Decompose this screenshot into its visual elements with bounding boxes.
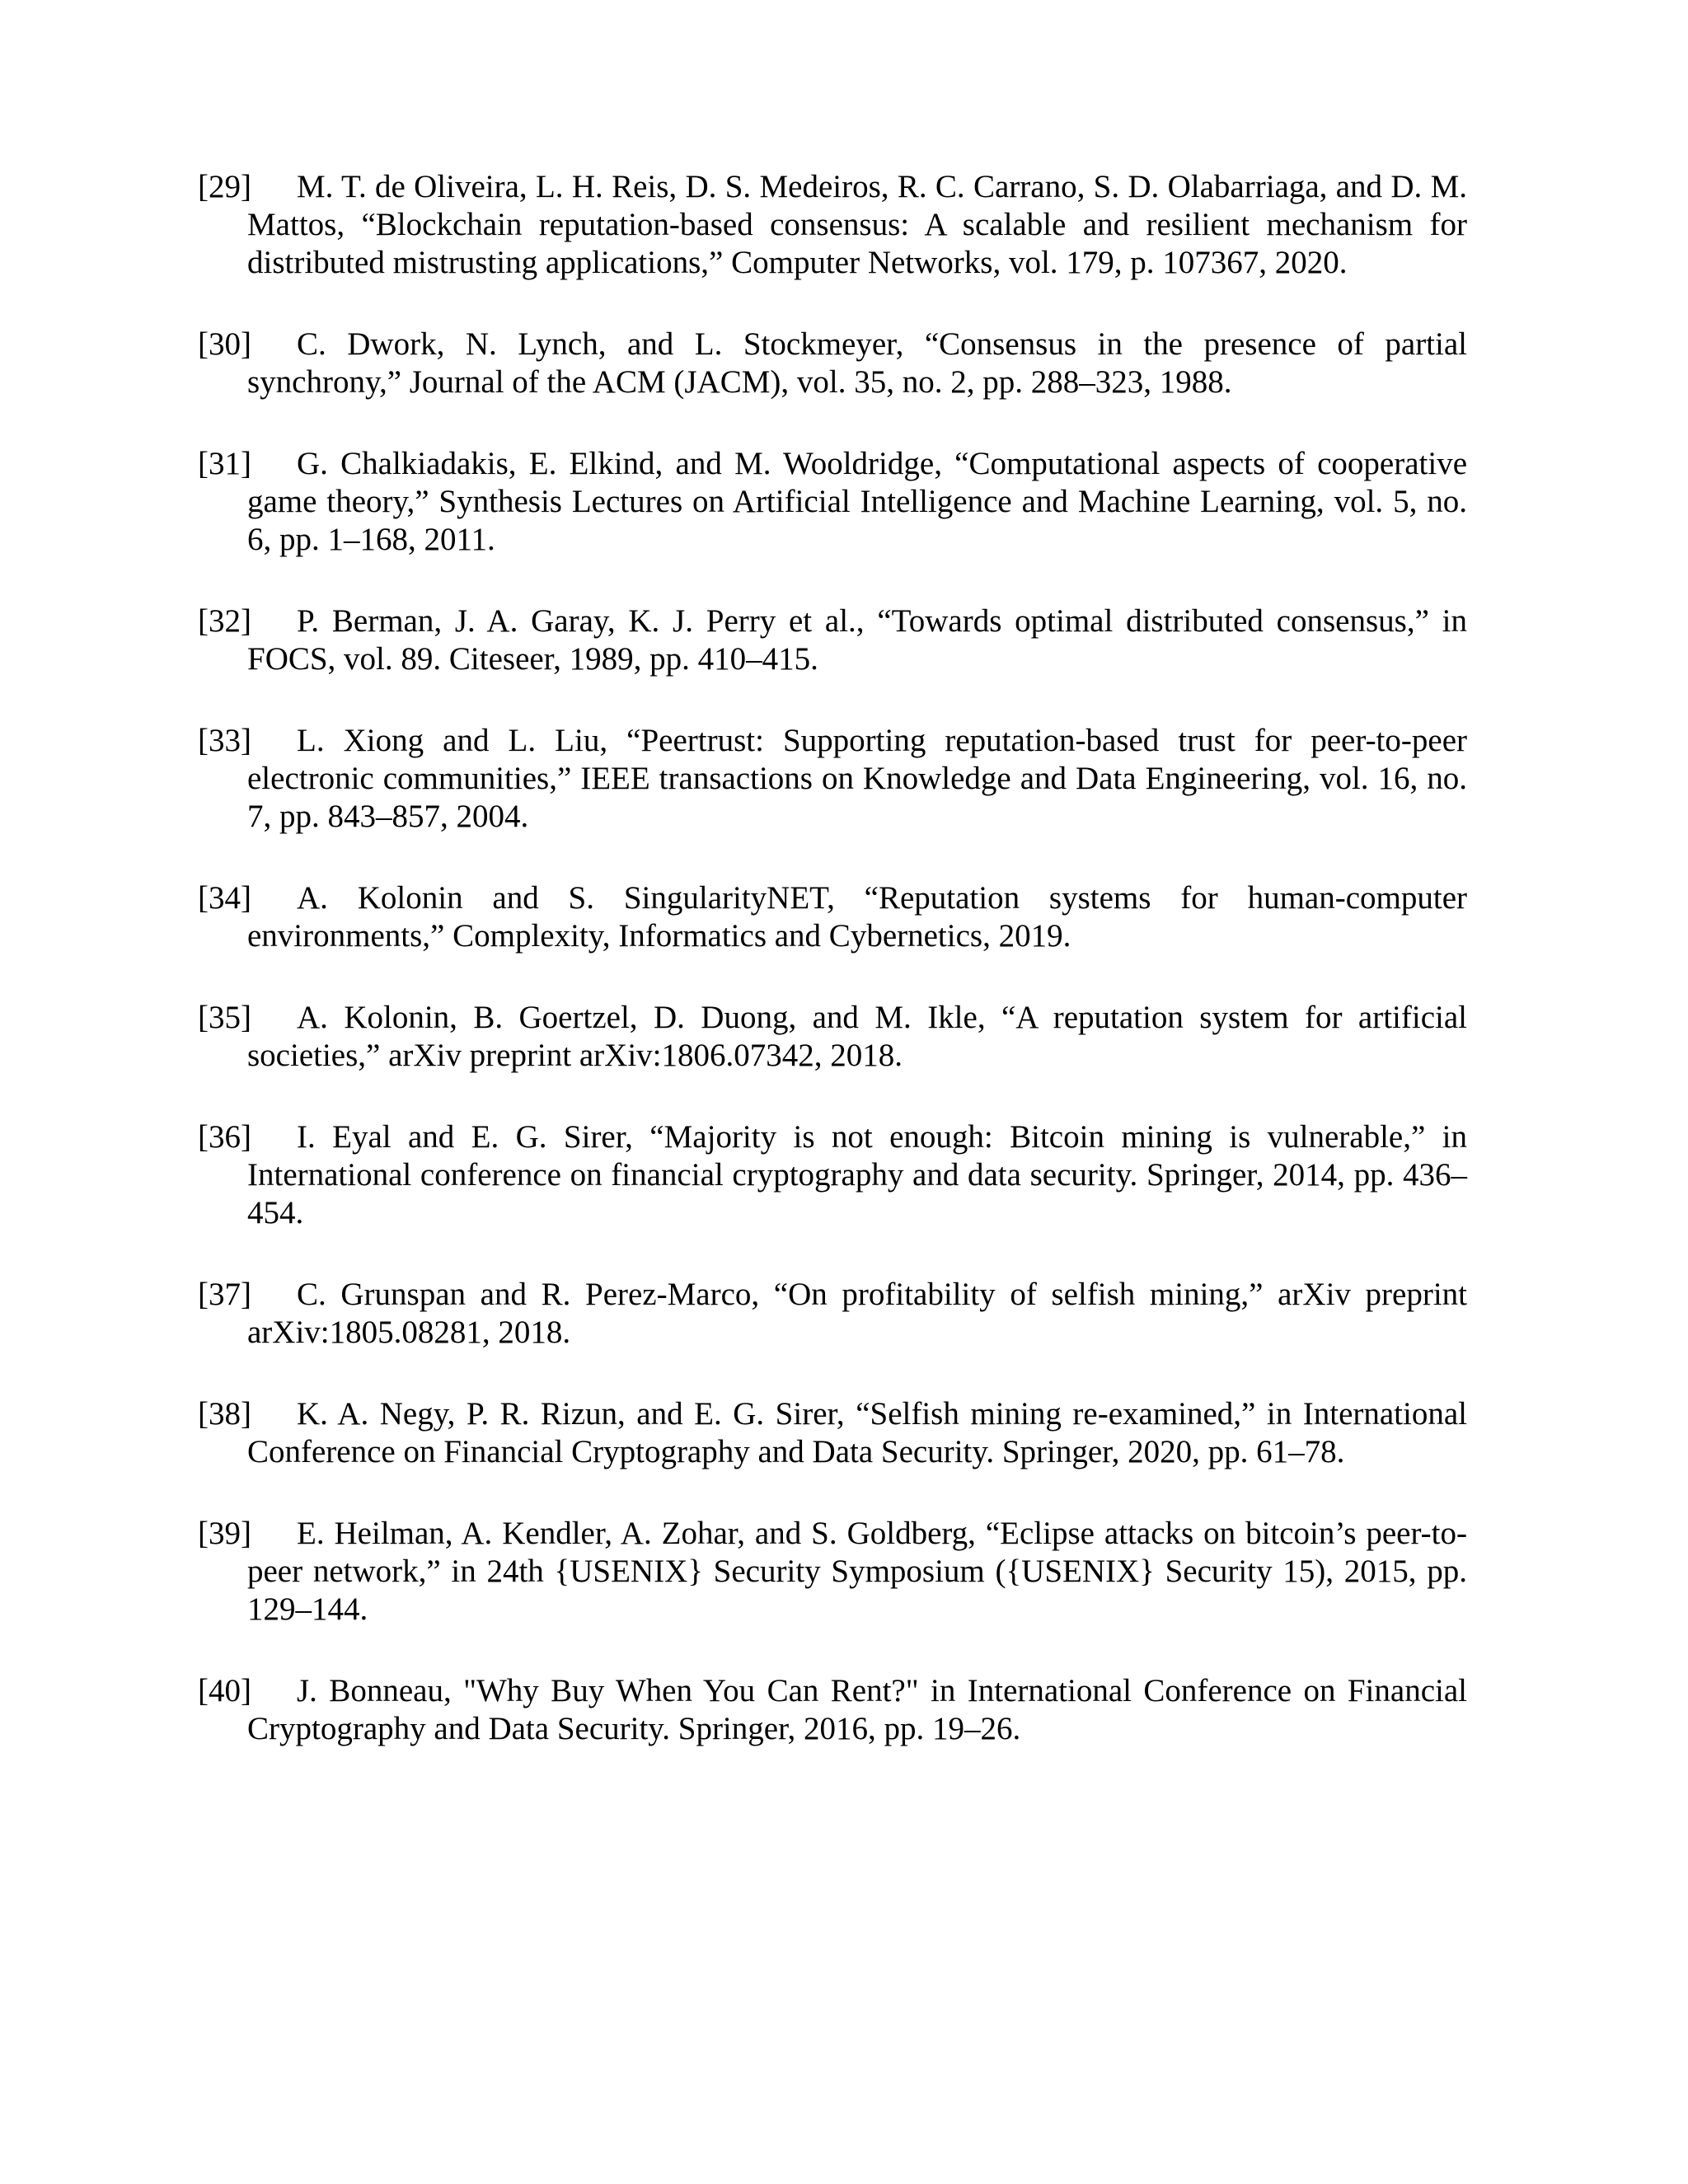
reference-text: C. Grunspan and R. Perez-Marco, “On profitability of selfish mining,” arXiv preprint arXiv:1805.08281, 2018. — [247, 1277, 1467, 1350]
reference-number: [35] — [198, 1000, 251, 1035]
reference-text: K. A. Negy, P. R. Rizun, and E. G. Sirer, “Selfish mining re-examined,” in International Conference on Financial Cryptography and Data Security. Springer, 2020, pp. 61–78. — [247, 1396, 1467, 1469]
reference-item — [198, 999, 1467, 1075]
reference-text: C. Dwork, N. Lynch, and L. Stockmeyer, “Consensus in the presence of partial synchrony,” Journal of the ACM (JACM), vol. 35, no. 2, pp. 288–323, 1988. — [247, 326, 1467, 400]
reference-text: M. T. de Oliveira, L. H. Reis, D. S. Medeiros, R. C. Carrano, S. D. Olabarriaga, and D. M. Mattos, “Blockchain reputation-based consensus: A scalable and resilient mechanism for distributed mistrusting applications,” Computer Networks, vol. 179, p. 107367, 2020. — [247, 169, 1467, 280]
reference-text: P. Berman, J. A. Garay, K. J. Perry et al., “Towards optimal distributed consensus,” in FOCS, vol. 89. Citeseer, 1989, pp. 410–415. — [247, 603, 1467, 677]
reference-text: G. Chalkiadakis, E. Elkind, and M. Wooldridge, “Computational aspects of cooperative game theory,” Synthesis Lectures on Artificial Intelligence and Machine Learning, vol. 5, no. 6, pp. 1–168, 2011. — [247, 446, 1467, 557]
reference-number: [29] — [198, 169, 251, 204]
reference-text: E. Heilman, A. Kendler, A. Zohar, and S. Goldberg, “Eclipse attacks on bitcoin’s peer-to-peer network,” in 24th {USENIX} Security Symposium ({USENIX} Security 15), 2015, pp. 129–144. — [247, 1516, 1467, 1627]
reference-number: [34] — [198, 880, 251, 916]
reference-number: [31] — [198, 446, 251, 481]
reference-item — [198, 445, 1467, 559]
reference-item — [198, 326, 1467, 401]
reference-number: [33] — [198, 723, 251, 758]
reference-number: [37] — [198, 1277, 251, 1312]
reference-item — [198, 602, 1467, 678]
reference-number: [36] — [198, 1119, 251, 1155]
reference-item — [198, 1118, 1467, 1232]
reference-text: A. Kolonin, B. Goertzel, D. Duong, and M. Ikle, “A reputation system for artificial societies,” arXiv preprint arXiv:1806.07342, 2018. — [247, 1000, 1467, 1073]
reference-number: [38] — [198, 1396, 251, 1432]
reference-item — [198, 1276, 1467, 1352]
reference-item — [198, 879, 1467, 955]
reference-item — [198, 722, 1467, 836]
reference-number: [40] — [198, 1673, 251, 1708]
reference-text: J. Bonneau, "Why Buy When You Can Rent?" in International Conference on Financial Cryptography and Data Security. Springer, 2016, pp. 19–26. — [247, 1673, 1467, 1746]
reference-item — [198, 1395, 1467, 1471]
reference-list — [198, 168, 1467, 1792]
reference-number: [39] — [198, 1516, 251, 1551]
reference-text: I. Eyal and E. G. Sirer, “Majority is not enough: Bitcoin mining is vulnerable,” in International conference on financial cryptography and data security. Springer, 2014, pp. 436–454. — [247, 1119, 1467, 1230]
reference-text: L. Xiong and L. Liu, “Peertrust: Supporting reputation-based trust for peer-to-peer electronic communities,” IEEE transactions on Knowledge and Data Engineering, vol. 16, no. 7, pp. 843–857, 2004. — [247, 723, 1467, 834]
reference-item — [198, 1515, 1467, 1629]
reference-item — [198, 168, 1467, 282]
reference-text: A. Kolonin and S. SingularityNET, “Reputation systems for human-computer environments,” Complexity, Informatics and Cybernetics, 2019. — [247, 880, 1467, 954]
reference-item — [198, 1672, 1467, 1748]
reference-number: [32] — [198, 603, 251, 639]
reference-number: [30] — [198, 326, 251, 362]
